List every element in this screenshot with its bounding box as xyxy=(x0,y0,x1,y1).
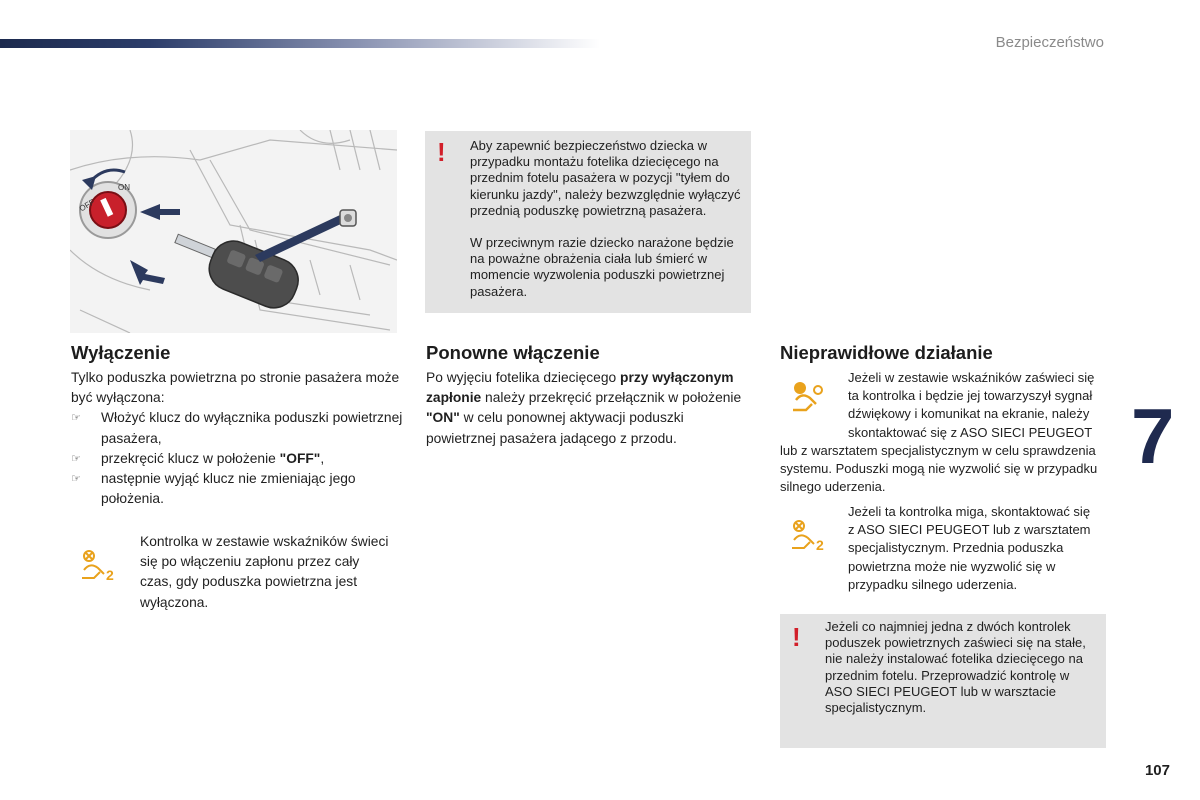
col1-indicator-text: Kontrolka w zestawie wskaźników świeci się po włączeniu zapłonu przez cały czas, gdy poduszka powietrzna jest wyłączona. xyxy=(140,534,389,610)
warning-mark-icon: ! xyxy=(437,137,446,167)
col2-text: należy przekręcić przełącznik w położenie xyxy=(481,390,742,406)
header-gradient-bar xyxy=(0,39,600,48)
airbag-badge: 2 xyxy=(106,567,114,582)
step-text: następnie wyjąć klucz nie zmieniając jego położenia. xyxy=(101,471,356,507)
airbag-off-indicator-icon xyxy=(80,548,120,582)
bottom-warning-box xyxy=(780,614,1106,748)
step-text-bold: "OFF" xyxy=(279,450,321,466)
heading-ponowne-wlaczenie: Ponowne włączenie xyxy=(426,342,600,363)
section-title: Bezpieczeństwo xyxy=(995,34,1104,51)
col2-text-bold: "ON" xyxy=(426,410,460,426)
list-item xyxy=(71,408,406,448)
airbag-off-blinking-indicator-icon xyxy=(790,518,830,552)
top-warning-text-2: W przeciwnym razie dziecko narażone będzie na poważne obrażenia ciała lub śmierć w momencie wyzwolenia poduszki powietrznej pasażera. xyxy=(470,235,734,299)
airbag-badge: 2 xyxy=(816,537,824,552)
warning-mark-icon: ! xyxy=(792,622,801,652)
col1-steps xyxy=(71,408,406,509)
chapter-number: 7 xyxy=(1131,392,1175,480)
icon-float-spacer xyxy=(780,369,848,439)
col2-text: w celu ponownej aktywacji poduszki powietrznej pasażera jadącego z przodu. xyxy=(426,410,684,446)
step-text: przekręcić klucz w położenie xyxy=(101,450,280,466)
heading-nieprawidlowe-dzialanie: Nieprawidłowe działanie xyxy=(780,342,993,363)
heading-wylaczenie: Wyłączenie xyxy=(71,342,171,363)
step-text: , xyxy=(320,450,325,466)
pointing-hand-icon: ☞ xyxy=(71,412,81,425)
col1-intro: Tylko poduszka powietrzna po stronie pasażera może być wyłączona: xyxy=(71,370,400,406)
col3-para1-text: Jeżeli w zestawie wskaźników zaświeci się ta kontrolka i będzie jej towarzyszył sygnał dźwiękowy i komunikat na ekranie, należy skontaktować się z ASO SIECI PEUGEOT lub z warsztatem specjalistycznym w celu sprawdzenia systemu. Poduszki mogą nie wyzwolić się w przypadku silnego uderzenia. xyxy=(780,370,1098,495)
page-number: 107 xyxy=(1144,762,1170,779)
top-warning-box xyxy=(425,131,751,313)
pointing-hand-icon: ☞ xyxy=(71,473,81,486)
list-item xyxy=(71,469,406,509)
col2-text: Po wyjęciu fotelika dziecięcego xyxy=(426,370,621,385)
step-text: Włożyć klucz do wyłącznika poduszki powietrznej pasażera, xyxy=(101,410,403,446)
switch-off-label: OFF xyxy=(77,197,97,214)
col3-para1 xyxy=(780,369,1108,496)
col2-text-bold: przy wyłączonym zapłonie xyxy=(426,370,734,406)
col2-body xyxy=(426,368,756,449)
pointing-hand-icon: ☞ xyxy=(71,452,81,465)
col1-body xyxy=(71,368,406,509)
bottom-warning-text: Jeżeli co najmniej jedna z dwóch kontrolek poduszek powietrznych zaświeci się na stałe, nie należy instalować fotelika dziecięcego na przednim fotelu. Przeprowadzić kontrolę w ASO SIECI PEUGEOT lub w warsztacie specjalistycznym. xyxy=(825,619,1086,716)
switch-on-label: ON xyxy=(118,183,130,192)
airbag-switch-illustration xyxy=(70,130,397,333)
top-warning-text: Aby zapewnić bezpieczeństwo dziecka w przypadku montażu fotelika dziecięcego na przednim fotelu pasażera w pozycji "tyłem do kierunku jazdy", należy bezwzględnie wyłączyć przednią poduszkę powietrzną pasażera. xyxy=(470,138,741,218)
col3-para2: Jeżeli ta kontrolka miga, skontaktować się z ASO SIECI PEUGEOT lub z warsztatem specjalistycznym. Przednia poduszka powietrzna może nie wyzwolić się w przypadku silnego uderzenia. xyxy=(848,504,1091,592)
list-item xyxy=(71,449,406,469)
